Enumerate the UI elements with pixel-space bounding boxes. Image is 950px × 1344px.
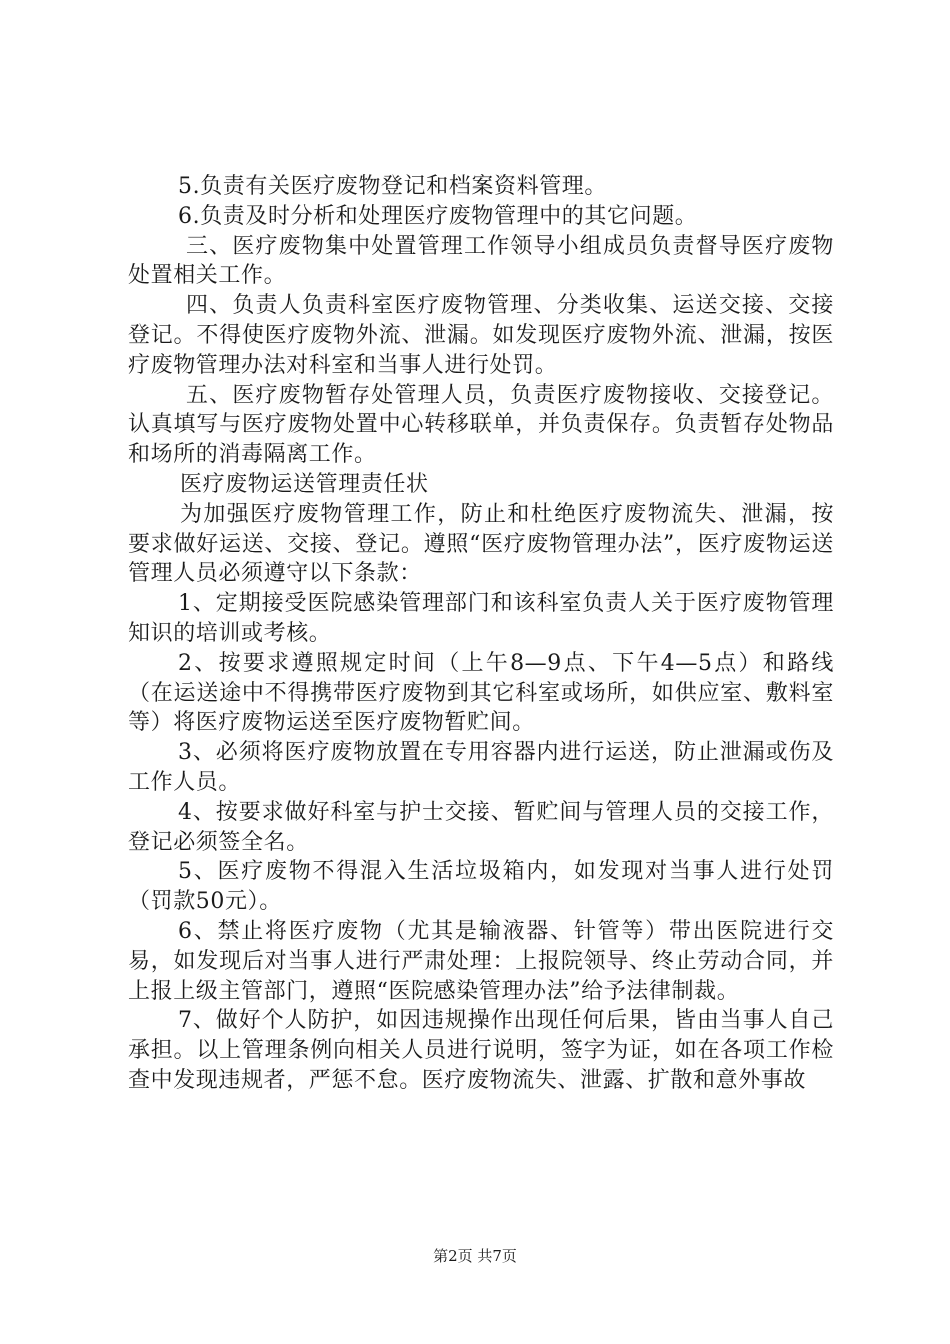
clause-3: 3、必须将医疗废物放置在专用容器内进行运送，防止泄漏或伤及工作人员。 bbox=[128, 740, 834, 795]
clause-4: 4、按要求做好科室与护士交接、暂贮间与管理人员的交接工作，登记必须签全名。 bbox=[128, 799, 834, 855]
paragraph-item-5: 5.负责有关医疗废物登记和档案资料管理。 bbox=[178, 174, 607, 199]
document-body bbox=[128, 172, 834, 1096]
clause-7: 7、做好个人防护，如因违规操作出现任何后果，皆由当事人自己承担。以上管理条例向相关人员进行说明，签字为证，如在各项工作检查中发现违规者，严惩不怠。医疗废物流失、泄露、扩散和意外事故 bbox=[128, 1008, 834, 1093]
paragraph-section-4: 四、负责人负责科室医疗废物管理、分类收集、运送交接、交接登记。不得使医疗废物外流、泄漏。如发现医疗废物外流、泄漏，按医疗废物管理办法对科室和当事人进行处罚。 bbox=[128, 293, 834, 378]
paragraph-section-3: 三、医疗废物集中处置管理工作领导小组成员负责督导医疗废物处置相关工作。 bbox=[128, 233, 834, 289]
clause-1: 1、定期接受医院感染管理部门和该科室负责人关于医疗废物管理知识的培训或考核。 bbox=[128, 591, 834, 646]
paragraph-section-5: 五、医疗废物暂存处管理人员，负责医疗废物接收、交接登记。认真填写与医疗废物处置中心转移联单，并负责保存。负责暂存处物品和场所的消毒隔离工作。 bbox=[128, 382, 834, 468]
paragraph-intro: 为加强医疗废物管理工作，防止和杜绝医疗废物流失、泄漏，按要求做好运送、交接、登记。遵照“医疗废物管理办法”，医疗废物运送管理人员必须遵守以下条款： bbox=[128, 501, 834, 587]
clause-6: 6、禁止将医疗废物（尤其是输液器、针管等）带出医院进行交易，如发现后对当事人进行严肃处理：上报院领导、终止劳动合同，并上报上级主管部门，遵照“医院感染管理办法”给予法律制裁。 bbox=[128, 918, 834, 1004]
paragraph-item-6: 6.负责及时分析和处理医疗废物管理中的其它问题。 bbox=[178, 203, 698, 229]
section-heading: 医疗废物运送管理责任状 bbox=[180, 471, 429, 497]
clause-2: 2、按要求遵照规定时间（上午8—9点、下午4—5点）和路线（在运送途中不得携带医疗废物到其它科室或场所，如供应室、敷料室等）将医疗废物运送至医疗废物暂贮间。 bbox=[128, 650, 834, 736]
page-footer: 第2页 共7页 bbox=[433, 1247, 517, 1265]
clause-5: 5、医疗废物不得混入生活垃圾箱内，如发现对当事人进行处罚（罚款50元）。 bbox=[128, 859, 834, 915]
